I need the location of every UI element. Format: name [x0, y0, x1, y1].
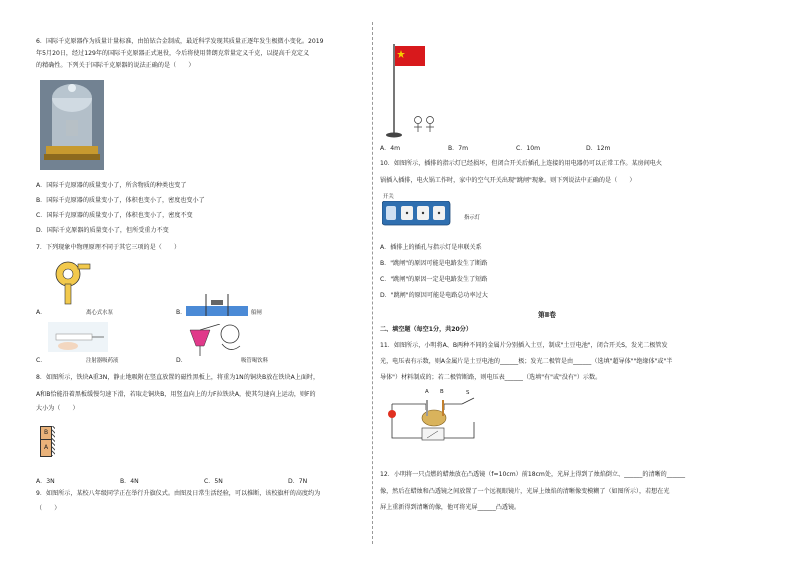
power-strip-indicator-label: 指示灯	[464, 215, 481, 221]
q7-option-b-caption: 船闸	[251, 310, 262, 316]
q9-option-a: A．4m	[380, 145, 401, 152]
section-title: 第Ⅱ卷	[538, 311, 557, 319]
flagpole-figure	[380, 40, 450, 140]
q8-option-d: D．7N	[288, 478, 308, 485]
q6-option-d: D．国际千克原器的质量变小了，但所受重力不变	[36, 227, 169, 234]
column-divider	[372, 22, 373, 544]
q6-option-c: C．国际千克原器的质量变小了，体积也变小了，密度不变	[36, 212, 193, 219]
q11-line2: 光，电压表有示数，则A金属片是土豆电池的______极；发光二极管是由______（选填"超导体""绝缘体"或"半	[380, 358, 673, 365]
q8-option-b: B．4N	[120, 478, 139, 485]
left-column	[36, 0, 366, 562]
power-strip-figure	[382, 201, 452, 227]
q12-line2: 像，然后在蜡烛和凸透镜之间放置了一个远视眼镜片，光屏上烛焰的清晰像变模糊了（如图所示），若想在光	[380, 488, 670, 495]
syringe-figure	[48, 322, 108, 352]
block-a: A	[40, 439, 52, 457]
fill-in-section-heading: 二、填空题（每空1分，共20分）	[380, 326, 472, 333]
q8-line1: 8．如图所示，铁块A重3N，静止地吸附在竖直放置的磁性黑板上，将重为1N的铜块B放在铁块A上面时，	[36, 374, 320, 381]
q8-option-a: A．3N	[36, 478, 55, 485]
electrode-a-label: A	[425, 389, 429, 395]
centrifugal-pump-figure	[46, 258, 92, 306]
q6-option-a: A．国际千克原器的质量变小了，所含物质的种类也变了	[36, 182, 187, 189]
q7-option-b-letter: B．	[176, 309, 187, 316]
q9-option-b: B．7m	[448, 145, 469, 152]
q6-line2: 年5月20日，经过129年的国际千克原器正式退役，今后将使用普朗克常量定义千克，以提高千克定义	[36, 50, 310, 57]
q9-line2: （ ）	[36, 505, 61, 512]
potato-battery-figure	[382, 386, 482, 444]
q11-line3: 导体"）材料制成的；若二极管断路，则电压表______（选填"有"或"没有"）示数。	[380, 374, 602, 381]
q8-option-c: C．5N	[204, 478, 223, 485]
q9-option-d: D．12m	[586, 145, 611, 152]
q9-line1: 9．如图所示，某校八年级同学正在举行升旗仪式。由图及日常生活经验，可以推断，该校旗杆的高度约为	[36, 490, 321, 497]
straw-drinking-figure	[186, 324, 246, 358]
q6-line1: 6．国际千克原器作为质量计量标准，由铂铱合金制成，最近科学发现其质量正逐年发生极微小变化。2019	[36, 38, 324, 45]
right-column	[380, 0, 758, 562]
q6-option-b: B．国际千克原器的质量变小了，体积也变小了，密度也变小了	[36, 197, 205, 204]
blackboard-wall	[52, 426, 55, 456]
q10-line1: 10．如图所示，插排的指示灯已经损坏，但闭合开关后插孔上连接的用电器仍可以正常工作。某房间电火	[380, 160, 662, 167]
ship-lock-figure	[186, 292, 248, 316]
q6-line3: 的精确性。下列关于国际千克原器的说法正确的是（ ）	[36, 62, 195, 69]
q7-option-a-letter: A．	[36, 309, 47, 316]
power-strip-switch-label: 开关	[383, 194, 394, 200]
q12-line1: 12．小明将一只点燃的蜡烛放在凸透镜（f=10cm）前18cm处，光屏上得到了烛焰倒立、______的清晰的______	[380, 471, 686, 478]
q7-option-c-caption: 注射器吸药液	[86, 358, 119, 364]
q10-option-c: C．"跳闸"的原因一定是电路发生了短路	[380, 276, 488, 283]
blocks-figure	[40, 426, 56, 456]
q7-option-d-letter: D．	[176, 357, 187, 364]
q11-line1: 11．如图所示，小明将A、B两种不同的金属片分别插入土豆，制成"土豆电池"，闭合开关S，发光二极管发	[380, 342, 668, 349]
block-b: B	[40, 426, 52, 440]
q8-line3: 大小为（ ）	[36, 405, 79, 412]
switch-s-label: S	[466, 390, 470, 396]
kilogram-prototype-image	[40, 80, 104, 170]
q10-option-b: B．"跳闸"的原因可能是电路发生了断路	[380, 260, 488, 267]
q8-line2: A和B恰能沿着黑板缓慢匀速下滑，若取走铜块B，用竖直向上的力F拉铁块A，使其匀速向上运动，则F的	[36, 391, 316, 398]
q9-option-c: C．10m	[516, 145, 541, 152]
q10-line2: 锅插入插排，电火锅工作时，家中的空气开关出现"跳闸"现象。则下列说法中正确的是（ ）	[380, 177, 636, 184]
electrode-b-label: B	[440, 389, 444, 395]
q10-option-d: D．"跳闸"的原因可能是电路总功率过大	[380, 292, 488, 299]
q12-line3: 屏上重新得到清晰的像，他可将光屏______凸透镜。	[380, 504, 521, 511]
q7-stem: 7．下列现象中物理原理不同于其它三项的是（ ）	[36, 244, 181, 251]
q7-option-a-caption: 离心式水泵	[86, 310, 113, 316]
q7-option-d-caption: 吸管喝饮料	[241, 358, 268, 364]
q10-option-a: A．插排上的插孔与指示灯是串联关系	[380, 244, 482, 251]
q7-option-c-letter: C．	[36, 357, 47, 364]
